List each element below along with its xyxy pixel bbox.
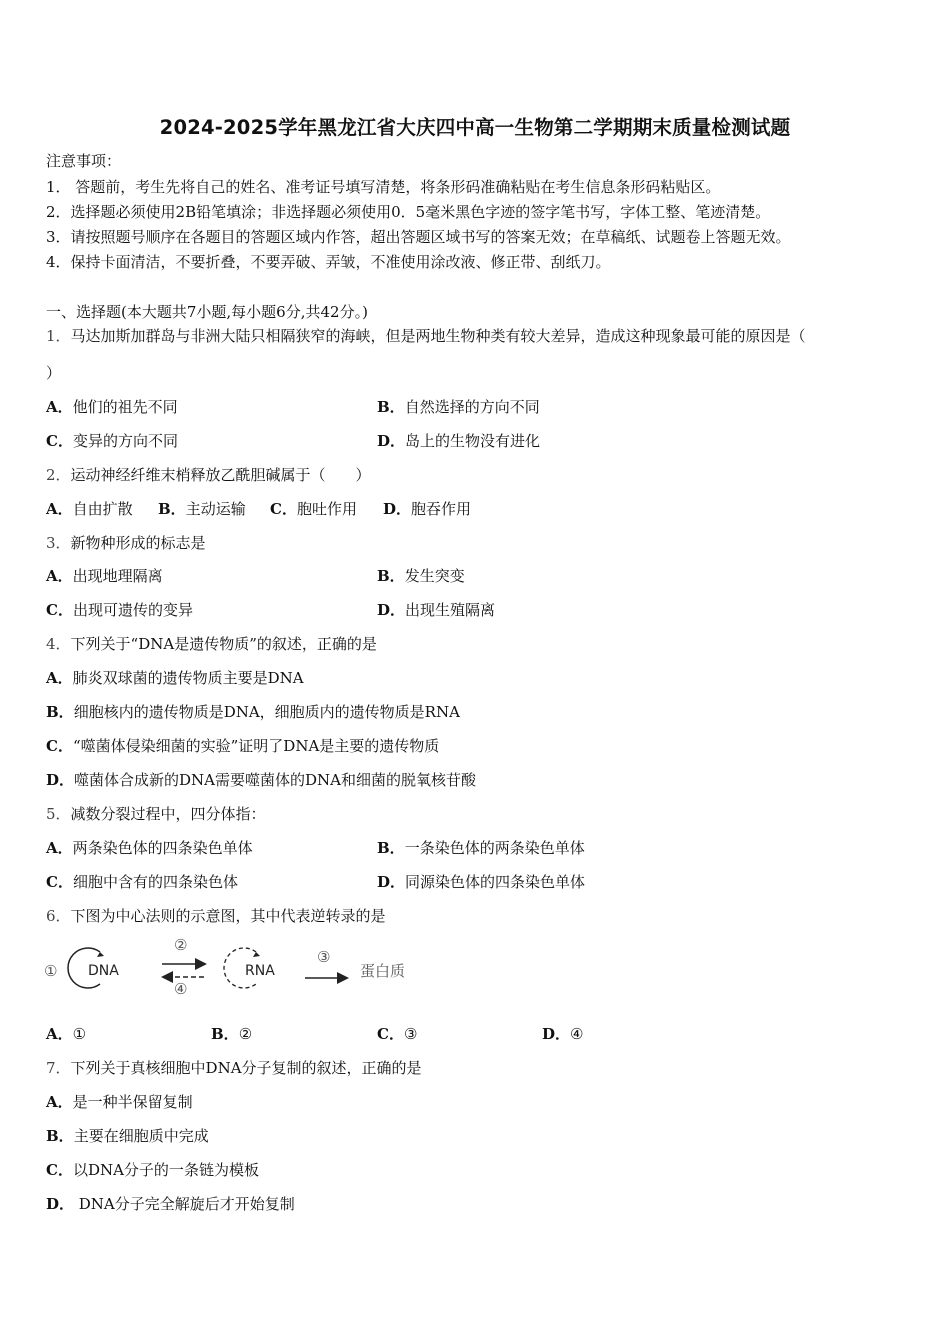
q3-option-c[interactable]: C．出现可遗传的变异 [46, 601, 193, 619]
q2-option-d[interactable]: D．胞吞作用 [383, 500, 472, 518]
diagram-label-3: ③ [317, 948, 331, 966]
q4-option-b[interactable]: B．细胞核内的遗传物质是DNA，细胞质内的遗传物质是RNA [46, 703, 460, 721]
question-5-stem [46, 804, 266, 824]
q3-option-d[interactable]: D．出现生殖隔离 [377, 601, 496, 619]
q5-option-a[interactable]: A．两条染色体的四条染色单体 [46, 839, 253, 857]
question-1-text: 马达加斯加群岛与非洲大陆只相隔狭窄的海峡，但是两地生物种类有较大差异，造成这种现象最可能的原因是（ [70, 327, 806, 345]
diagram-protein: 蛋白质 [360, 962, 406, 980]
q7-option-c[interactable]: C．以DNA分子的一条链为模板 [46, 1161, 259, 1179]
diagram-dna: DNA [88, 963, 119, 979]
question-5-text: 减数分裂过程中，四分体指： [70, 805, 266, 823]
replication-arrowhead [97, 952, 104, 957]
q5-option-d[interactable]: D．同源染色体的四条染色单体 [377, 873, 586, 891]
q1-option-c[interactable]: C．变异的方向不同 [46, 432, 178, 450]
diagram-label-2: ② [174, 936, 188, 954]
diagram-label-1: ① [44, 962, 58, 980]
question-1-number: 1． [46, 327, 71, 345]
rna-replication-arrowhead [253, 952, 260, 957]
q4-option-d[interactable]: D．噬菌体合成新的DNA需要噬菌体的DNA和细菌的脱氧核苷酸 [46, 771, 476, 789]
central-dogma-diagram [40, 932, 440, 1002]
q2-option-b[interactable]: B．主动运输 [158, 500, 246, 518]
question-3-text: 新物种形成的标志是 [70, 534, 206, 552]
q7-option-a[interactable]: A．是一种半保留复制 [46, 1093, 193, 1111]
question-7-number: 7． [46, 1059, 71, 1077]
question-1-stem-end: ） [46, 364, 62, 382]
notice-item-2: 2．选择题必须使用2B铅笔填涂；非选择题必须使用0．5毫米黑色字迹的签字笔书写，字体工整、笔迹清楚。 [46, 203, 771, 221]
q1-option-a[interactable]: A．他们的祖先不同 [46, 398, 178, 416]
diagram-rna: RNA [245, 963, 275, 979]
question-5-number: 5． [46, 805, 71, 823]
q7-option-d[interactable]: D． DNA分子完全解旋后才开始复制 [46, 1195, 295, 1213]
question-7-text: 下列关于真核细胞中DNA分子复制的叙述，正确的是 [70, 1059, 422, 1077]
question-3-stem [46, 533, 206, 553]
q2-option-c[interactable]: C．胞吐作用 [270, 500, 357, 518]
q5-option-c[interactable]: C．细胞中含有的四条染色体 [46, 873, 238, 891]
q4-option-c[interactable]: C．“噬菌体侵染细菌的实验”证明了DNA是主要的遗传物质 [46, 737, 440, 755]
notice-item-4: 4．保持卡面清洁，不要折叠，不要弄破、弄皱，不准使用涂改液、修正带、刮纸刀。 [46, 253, 611, 271]
q6-option-d[interactable]: D．④ [542, 1025, 584, 1043]
section-heading: 一、选择题(本大题共7小题,每小题6分,共42分。) [46, 303, 368, 321]
q7-option-b[interactable]: B．主要在细胞质中完成 [46, 1127, 209, 1145]
question-1-stem [46, 326, 806, 346]
notice-heading: 注意事项： [46, 152, 122, 170]
q3-option-a[interactable]: A．出现地理隔离 [46, 567, 163, 585]
q6-option-c[interactable]: C．③ [377, 1025, 418, 1043]
diagram-label-4: ④ [174, 980, 188, 998]
question-7-stem [46, 1058, 422, 1078]
q6-option-b[interactable]: B．② [211, 1025, 253, 1043]
notice-item-1: 1． 答题前，考生先将自己的姓名、准考证号填写清楚，将条形码准确粘贴在考生信息条形码粘贴区。 [46, 178, 721, 196]
q5-option-b[interactable]: B．一条染色体的两条染色单体 [377, 839, 585, 857]
question-4-number: 4． [46, 635, 71, 653]
question-6-number: 6． [46, 907, 71, 925]
question-3-number: 3． [46, 534, 71, 552]
question-2-number: 2． [46, 466, 71, 484]
question-4-text: 下列关于“DNA是遗传物质”的叙述，正确的是 [70, 635, 377, 653]
question-4-stem [46, 634, 377, 654]
question-2-stem [46, 465, 371, 485]
page-title: 2024-2025学年黑龙江省大庆四中高一生物第二学期期末质量检测试题 [159, 116, 791, 139]
notice-item-3: 3．请按照题号顺序在各题目的答题区域内作答，超出答题区域书写的答案无效；在草稿纸、试题卷上答题无效。 [46, 228, 791, 246]
q3-option-b[interactable]: B．发生突变 [377, 567, 465, 585]
question-6-text: 下图为中心法则的示意图，其中代表逆转录的是 [70, 907, 386, 925]
q6-option-a[interactable]: A．① [46, 1025, 87, 1043]
question-6-stem [46, 906, 386, 926]
question-2-text: 运动神经纤维末梢释放乙酰胆碱属于（ ） [70, 466, 371, 484]
q1-option-d[interactable]: D．岛上的生物没有进化 [377, 432, 541, 450]
q2-option-a[interactable]: A．自由扩散 [46, 500, 133, 518]
q4-option-a[interactable]: A．肺炎双球菌的遗传物质主要是DNA [46, 669, 304, 687]
q1-option-b[interactable]: B．自然选择的方向不同 [377, 398, 540, 416]
